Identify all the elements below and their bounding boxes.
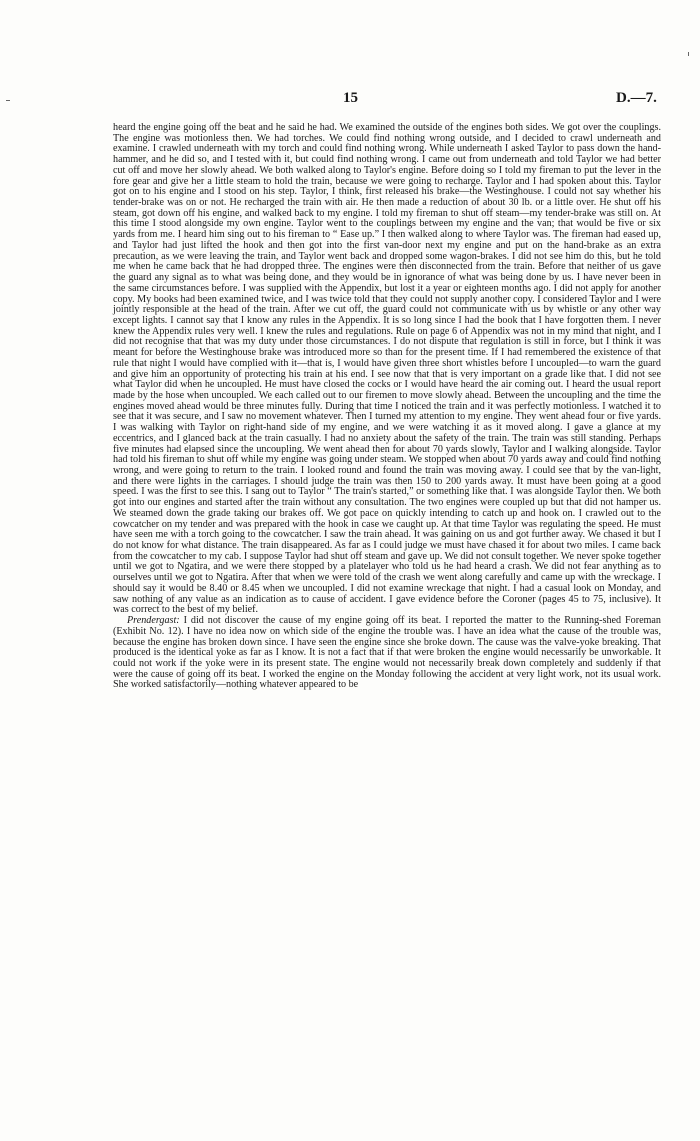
- scan-mark-right: [688, 52, 689, 56]
- page-number: 15: [343, 90, 358, 106]
- speaker-name: Prendergast:: [127, 615, 180, 627]
- testimony-paragraph-2: [113, 616, 661, 691]
- document-reference: D.—7.: [616, 90, 657, 106]
- paragraph-2-text: I did not discover the cause of my engine going off its beat. I reported the matter to the Running-shed Foreman (Exhibit No. 12). I have no idea now on which side of the engine the trouble was. I have an idea what the cause of the trouble was, because the engine has broken down since. I have seen the engine since she broke down. The cause was the valve-yoke breaking. That produced is the identical yoke as far as I know. It is not a fact that if that were broken the engine would necessarily be unworkable. It could not work if the yoke were in its present state. The engine would not necessarily break down completely and suddenly if that were the cause of going off its beat. I worked the engine on the Monday following the accident at very light work, not its usual work. She worked satisfactorily—nothing whatever appeared to be: [113, 615, 661, 691]
- paragraph-1-text: heard the engine going off the beat and he said he had. We examined the outside of the engines both sides. We got over the couplings. The engine was motionless then. We had torches. We could find nothing wrong outside, and I decided to crawl underneath and examine. I crawled underneath with my torch and could find nothing wrong. While underneath I asked Taylor to pass down the hand-hammer, and he did so, and I tested with it, but could find nothing wrong. I came out from underneath and told Taylor we had better cut off and move her slowly ahead. We both walked along to Taylor's engine. Before doing so I told my fireman to put the lever in the fore gear and give her a little steam to hold the train, because we were going to recharge. Taylor and I had spoken about this. Taylor got on to his engine and I stood on his step. Taylor, I think, first released his brake—the Westinghouse. I could not say whether his tender-brake was on or not. He recharged the train with air. He then made a reduction of about 30 lb. or a little over. He shut off his steam, got down off his engine, and walked back to my engine. I told my fireman to shut off steam—my tender-brake was still on. At this time I stood alongside my own engine. Taylor went to the couplings between my engine and the van; that would be five or six yards from me. I heard him sing out to his fireman to “ Ease up.” I then walked along to where Taylor was. The fireman had eased up, and Taylor had just lifted the hook and then got into the first van-door next my engine and put on the hand-brake as an extra precaution, as we were leaving the train, and Taylor went back and dropped some wagon-brakes. I did not see him do this, but he told me when he came back that he had dropped three. The engines were then disconnected from the train. Before that neither of us gave the guard any signal as to what was being done, and they would be in ignorance of what was being done by us. I have never been in the same circumstances before. I was supplied with the Appendix, but lost it a year or eighteen months ago. I did not apply for another copy. My books had been examined twice, and I was twice told that they could not supply another copy. I considered Taylor and I were jointly responsible at the head of the train. After we cut off, the guard could not communicate with us by whistle or any other way except lights. I cannot say that I know any rules in the Appendix. It is so long since I had the book that I have forgotten them. I never knew the Appendix rules very well. I knew the rules and regulations. Rule on page 6 of Appendix was not in my mind that night, and I did not recognise that that was my duty under those circumstances. I do not dispute that regulation is still in force, but I think it was meant for before the Westinghouse brake was introduced more so than for the present time. If I had remembered the existence of that rule that night I would have complied with it—that is, I would have given three short whistles before I uncoupled—to warn the guard and give him an opportunity of protecting his train at his end. I see now that that is very important on a grade like that. I did not see what Taylor did when he uncoupled. He must have closed the cocks or I would have heard the air coming out. I heard the usual report made by the hose when uncoupled. We each called out to our firemen to move slowly ahead. Between the uncoupling and the time the engines moved ahead would be three minutes fully. During that time I noticed the train and it was perfectly motionless. I watched it to see that it was secure, and I saw no movement whatever. Then I turned my attention to my engine. They went ahead four or five yards. I was walking with Taylor on right-hand side of my engine, and we were watching it as it moved along. I gave a glance at my eccentrics, and I glanced back at the train casually. I had no anxiety about the safety of the train. The train was still standing. Perhaps five minutes had elapsed since the uncoupling. We went ahead then for about 70 yards slowly, Taylor and I walking alongside. Taylor had told his fireman to shut off while my engine was going under steam. We stopped when about 70 yards away and could find nothing wrong, and were going to return to the train. I looked round and found the train was moving away. I could see that by the van-light, and there were lights in the carriages. I should judge the train was then 150 to 200 yards away. It must have been going at a good speed. I was the first to see this. I sang out to Taylor “ The train's started,” or something like that. I was alongside Taylor then. We both got into our engines and started after the train without any consultation. The two engines were coupled up but that did not hamper us. We steamed down the grade taking our brakes off. We got pace on quickly intending to catch up and hook on. I crawled out to the cowcatcher on my tender and was prepared with the hook in case we caught up. At that time Taylor was regulating the speed. He must have seen me with a torch going to the cowcatcher. I saw the train ahead. It was gaining on us and got further away. We chased it but I do not know for what distance. The train disappeared. As far as I could judge we must have chased it for about two miles. I came back from the cowcatcher to my cab. I suppose Taylor had shut off steam and gave up. We did not consult together. We never spoke together until we got to Ngatira, and we were there stopped by a platelayer who told us he had heard a crash. We did not fear anything as to ourselves until we got to Ngatira. After that when we were told of the crash we went along carefully and came up with the wreckage. I should say it would be 8.40 or 8.45 when we uncoupled. I did not examine wreckage that night. I had a casual look on Monday, and saw nothing of any value as an indication as to cause of accident. I gave evidence before the Coroner (pages 45 to 75, inclusive). It was correct to the best of my belief.: [113, 122, 661, 616]
- page-header: [0, 90, 700, 110]
- testimony-paragraph-1: [113, 123, 661, 616]
- testimony-body: [113, 123, 661, 691]
